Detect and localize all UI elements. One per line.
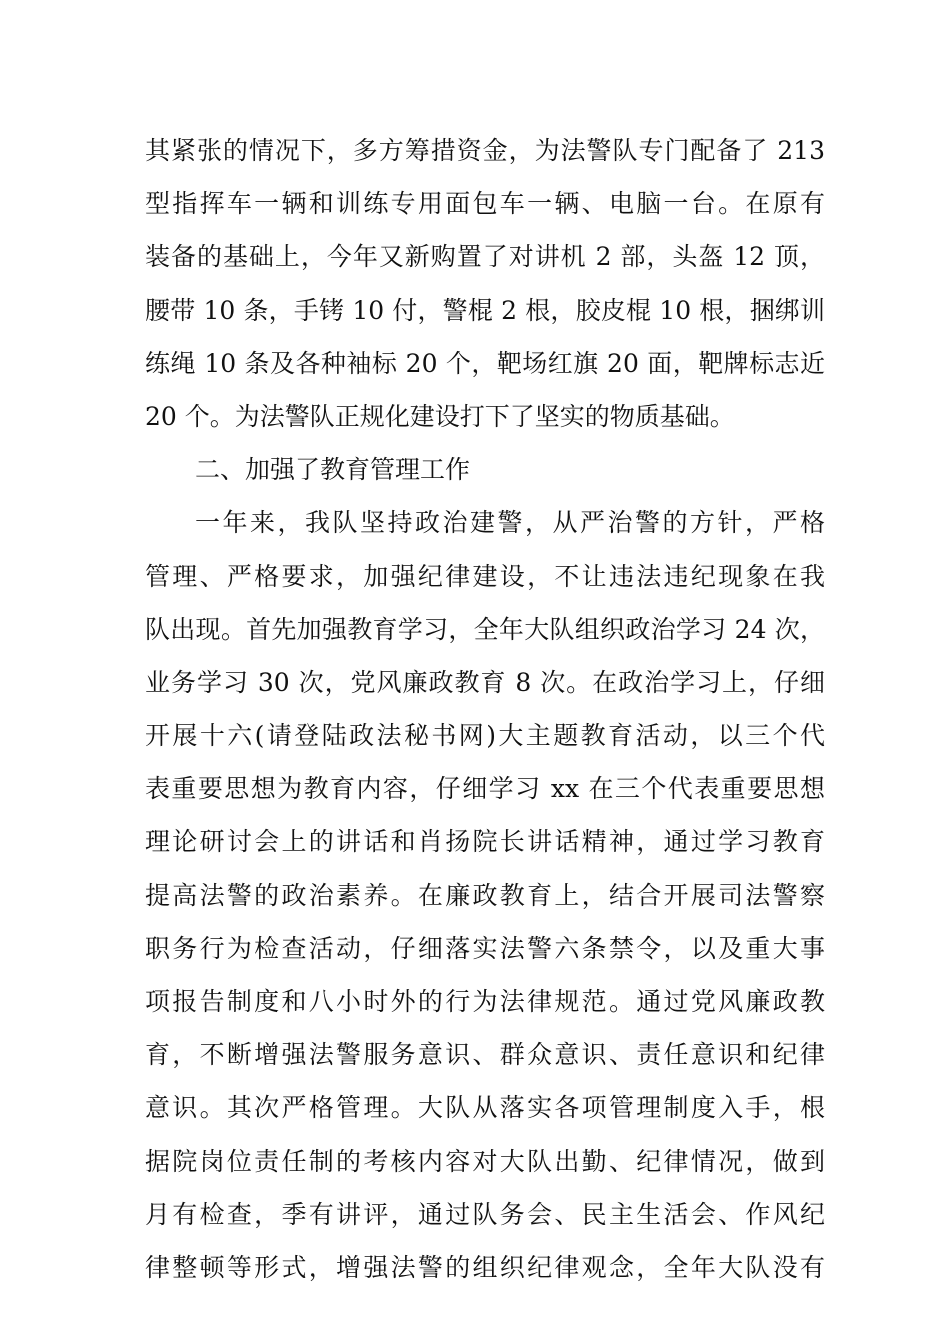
text-line: 管理、严格要求，加强纪律建设，不让违法违纪现象在我 bbox=[145, 561, 825, 591]
text-line: 练绳 10 条及各种袖标 20 个，靶场红旗 20 面，靶牌标志近 bbox=[145, 348, 825, 378]
text-line: 提高法警的政治素养。在廉政教育上，结合开展司法警察 bbox=[145, 880, 825, 910]
text-line: 型指挥车一辆和训练专用面包车一辆、电脑一台。在原有 bbox=[145, 189, 825, 219]
section-heading: 二、加强了教育管理工作 bbox=[195, 455, 471, 485]
text-line: 意识。其次严格管理。大队从落实各项管理制度入手，根 bbox=[145, 1093, 825, 1123]
text-line: 装备的基础上，今年又新购置了对讲机 2 部，头盔 12 顶， bbox=[145, 242, 825, 272]
text-line: 表重要思想为教育内容，仔细学习 xx 在三个代表重要思想 bbox=[145, 774, 825, 804]
text-line: 开展十六(请登陆政法秘书网)大主题教育活动，以三个代 bbox=[145, 721, 825, 751]
text-line: 职务行为检查活动，仔细落实法警六条禁令，以及重大事 bbox=[145, 933, 825, 963]
text-line: 一年来，我队坚持政治建警，从严治警的方针，严格 bbox=[195, 508, 825, 538]
text-line: 业务学习 30 次，党风廉政教育 8 次。在政治学习上，仔细 bbox=[145, 667, 825, 697]
text-line: 20 个。为法警队正规化建设打下了坚实的物质基础。 bbox=[145, 401, 735, 431]
text-line: 据院岗位责任制的考核内容对大队出勤、纪律情况，做到 bbox=[145, 1146, 825, 1176]
text-line: 育，不断增强法警服务意识、群众意识、责任意识和纪律 bbox=[145, 1040, 825, 1070]
text-line: 项报告制度和八小时外的行为法律规范。通过党风廉政教 bbox=[145, 987, 825, 1016]
text-line: 律整顿等形式，增强法警的组织纪律观念，全年大队没有 bbox=[145, 1252, 825, 1282]
text-line: 腰带 10 条，手铐 10 付，警棍 2 根，胶皮棍 10 根，捆绑训 bbox=[145, 295, 825, 325]
text-line: 队出现。首先加强教育学习，全年大队组织政治学习 24 次， bbox=[145, 614, 825, 644]
text-line: 月有检查，季有讲评，通过队务会、民主生活会、作风纪 bbox=[145, 1199, 825, 1229]
body-text bbox=[145, 128, 825, 1298]
text-line: 其紧张的情况下，多方筹措资金，为法警队专门配备了 213 bbox=[145, 136, 825, 165]
text-line: 理论研讨会上的讲话和肖扬院长讲话精神，通过学习教育 bbox=[145, 827, 825, 857]
